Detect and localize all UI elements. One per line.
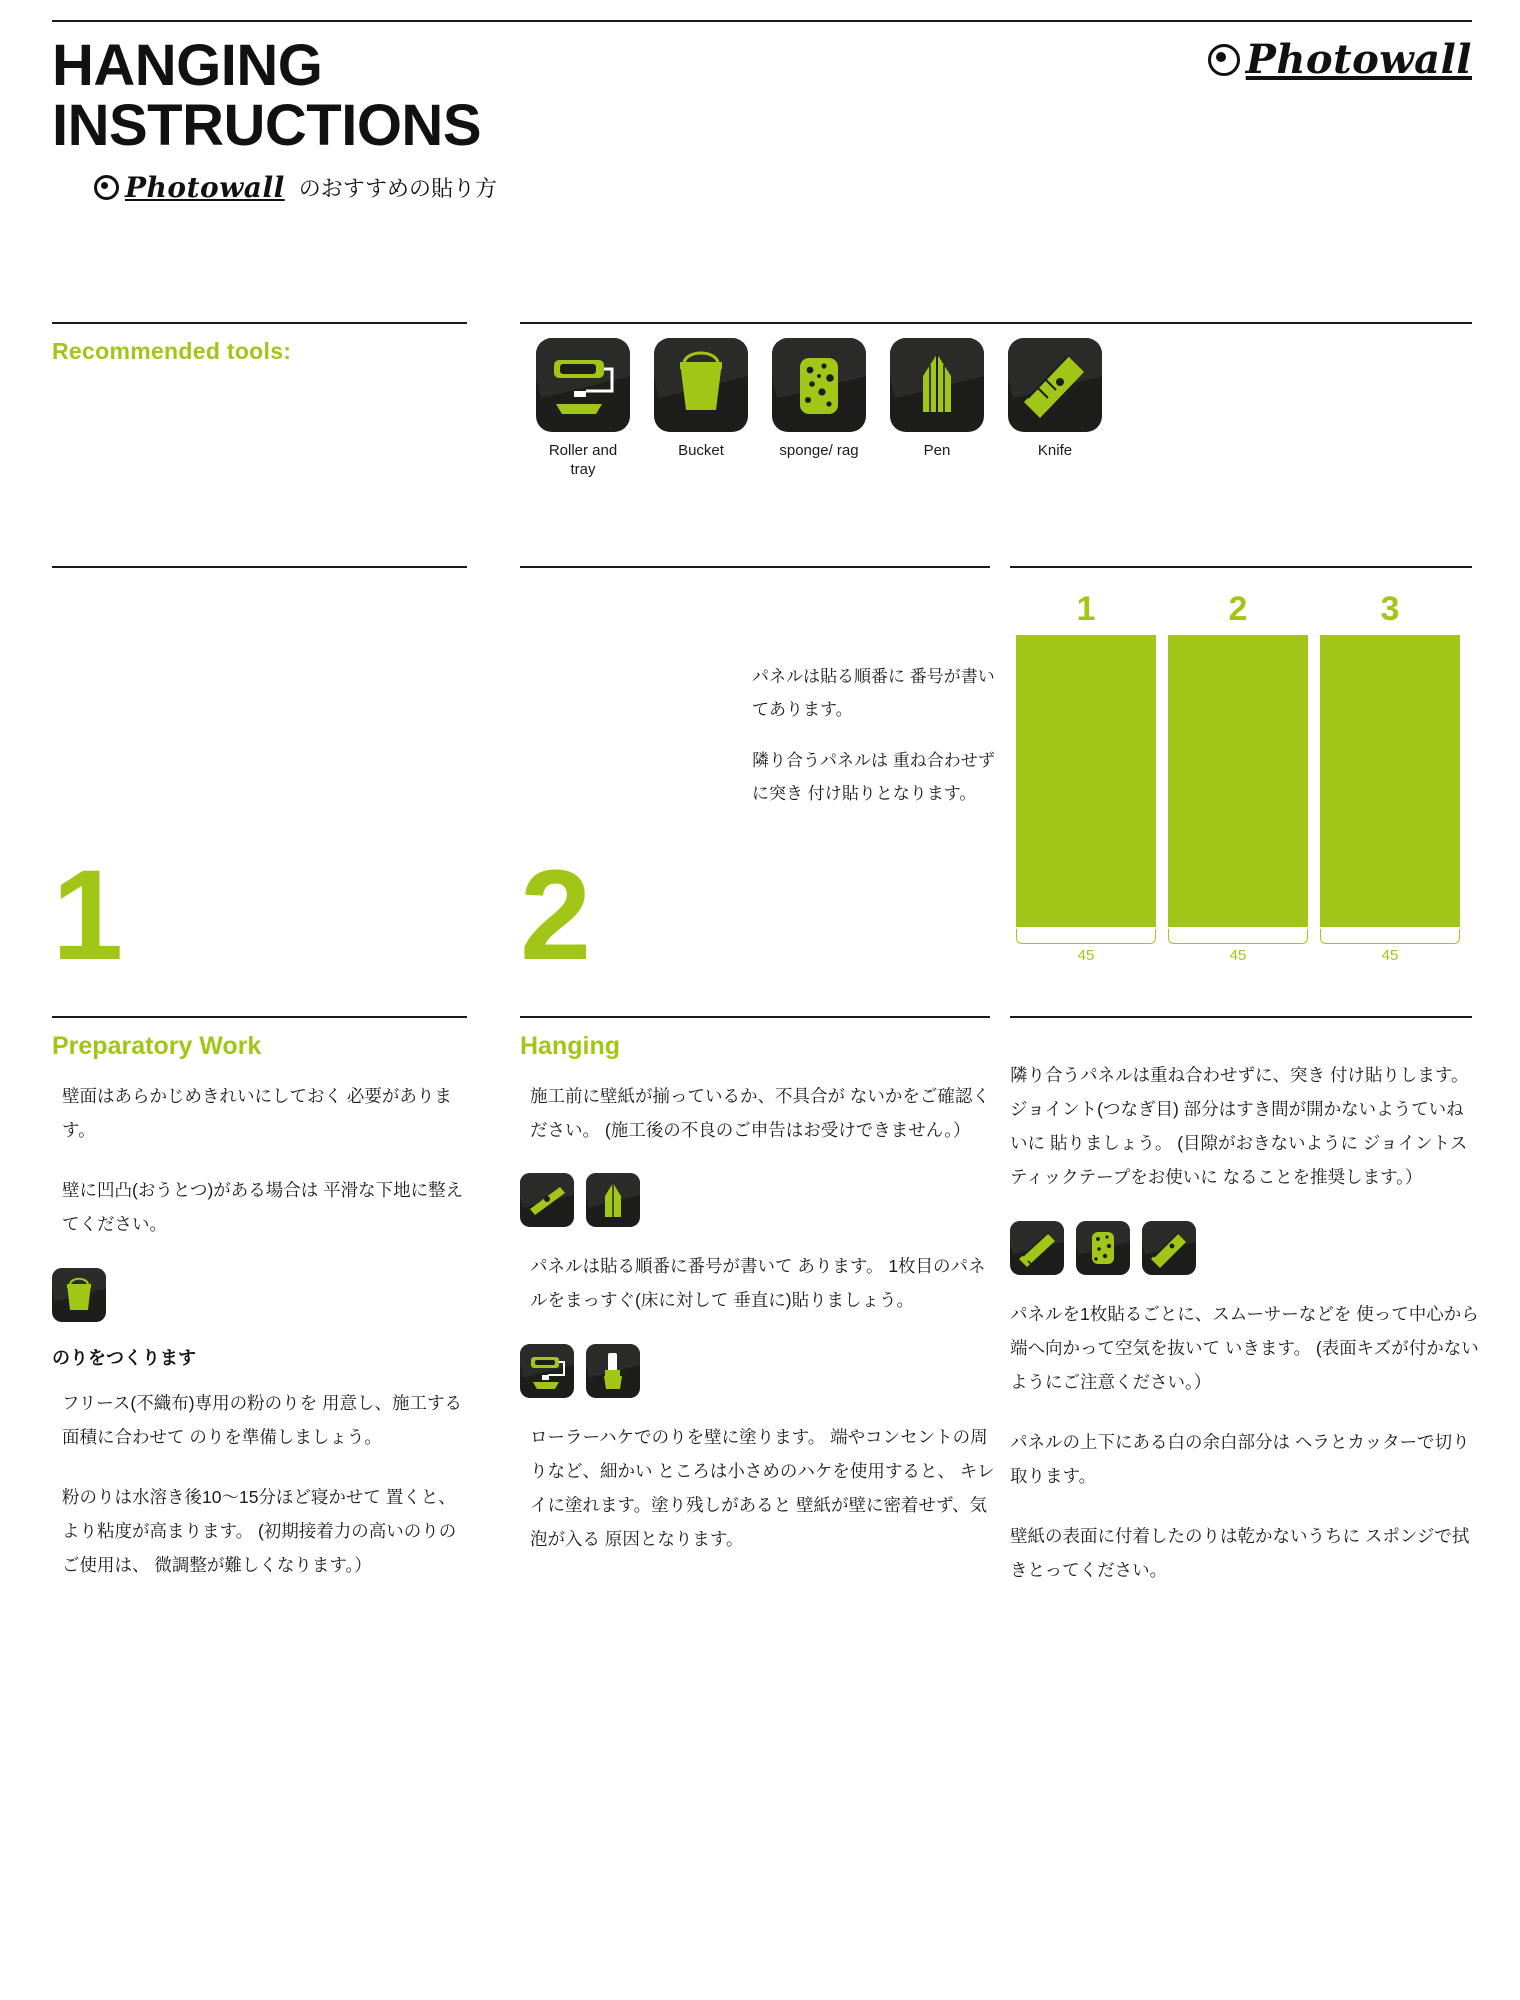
column-hanging bbox=[520, 1032, 1000, 1582]
panel-1 bbox=[1016, 635, 1156, 927]
page-title-line2: INSTRUCTIONS bbox=[52, 93, 481, 159]
panel-width-group bbox=[1168, 929, 1308, 964]
column3-icons bbox=[1010, 1221, 1480, 1275]
tools-label: Recommended tools: bbox=[52, 338, 292, 364]
pen-icon bbox=[586, 1173, 640, 1227]
column-divider-mid bbox=[520, 1016, 990, 1018]
mid-divider-mid bbox=[520, 566, 990, 568]
column-preparatory-work bbox=[52, 1032, 472, 1608]
smoother-icon bbox=[1010, 1221, 1064, 1275]
column1-bold-lead: のりをつくります bbox=[52, 1347, 196, 1368]
column-divider-left bbox=[52, 1016, 467, 1018]
tools-divider-left bbox=[52, 322, 467, 324]
brace-icon bbox=[1016, 929, 1156, 944]
column1-heading: Preparatory Work bbox=[52, 1032, 262, 1060]
column-jointing bbox=[1010, 1058, 1480, 1613]
knife-icon bbox=[1008, 338, 1102, 432]
panel-note-1: パネルは貼る順番に 番号が書いてあります。 bbox=[752, 667, 995, 720]
column2-paragraph-3: ローラーハケでのりを壁に塗ります。 端やコンセントの周りなど、細かい ところは小さめのハケを使用すると、 キレイに塗れます。塗り残しがあると 壁紙が壁に密着せず、気泡が入る 原因となります。 bbox=[530, 1426, 995, 1549]
panel-width-label: 45 bbox=[1229, 947, 1247, 964]
tool-knife bbox=[1008, 338, 1102, 480]
step-number-2: 2 bbox=[520, 844, 592, 987]
photowall-wordmark-small: Photowall bbox=[125, 170, 285, 204]
mid-divider-left bbox=[52, 566, 467, 568]
panel-note-2: 隣り合うパネルは 重ね合わせずに突き 付け貼りとなります。 bbox=[752, 751, 995, 804]
column2-paragraph-1: 施工前に壁紙が揃っているか、不具合が ないかをご確認ください。 (施工後の不良のご申告はお受けできません。） bbox=[530, 1086, 990, 1141]
paint-roller-icon bbox=[520, 1344, 574, 1398]
step-number-1: 1 bbox=[52, 844, 124, 987]
level-icon bbox=[520, 1173, 574, 1227]
column-divider-right bbox=[1010, 1016, 1472, 1018]
panel-width-braces bbox=[1016, 929, 1480, 964]
tool-pen bbox=[890, 338, 984, 480]
tool-label: sponge/ rag bbox=[779, 442, 859, 459]
panel-number-row bbox=[1016, 590, 1480, 629]
column2-icons-2 bbox=[520, 1344, 1000, 1398]
column1-paragraph-1: 壁面はあらかじめきれいにしておく 必要があります。 bbox=[62, 1086, 452, 1141]
brace-icon bbox=[1168, 929, 1308, 944]
tool-label: Bucket bbox=[678, 442, 724, 459]
column3-paragraph-4: 壁紙の表面に付着したのりは乾かないうちに スポンジで拭きとってください。 bbox=[1010, 1526, 1470, 1581]
column3-paragraph-2: パネルを1枚貼るごとに、スムーサーなどを 使って中心から端へ向かって空気を抜いて いきます。 (表面キズが付かないようにご注意ください。） bbox=[1010, 1303, 1479, 1392]
photowall-mark-icon bbox=[94, 175, 119, 200]
panel-row bbox=[1016, 635, 1480, 927]
column3-paragraph-3: パネルの上下にある白の余白部分は ヘラとカッターで切り取ります。 bbox=[1010, 1431, 1470, 1486]
panel-number: 2 bbox=[1228, 590, 1248, 628]
column1-paragraph-4: 粉のりは水溶き後10〜15分ほど寝かせて 置くと、より粘度が高まります。 (初期接着力の高いのりのご使用は、 微調整が難しくなります。） bbox=[62, 1486, 457, 1575]
bucket-icon bbox=[52, 1268, 106, 1322]
tool-bucket bbox=[654, 338, 748, 480]
tools-divider-right bbox=[520, 322, 1472, 324]
tool-label: Roller and tray bbox=[548, 442, 618, 478]
panel-number: 3 bbox=[1380, 590, 1400, 628]
panel-3 bbox=[1320, 635, 1460, 927]
header-title-block bbox=[52, 33, 952, 204]
panel-width-label: 45 bbox=[1077, 947, 1095, 964]
panel-2 bbox=[1168, 635, 1308, 927]
sponge-icon bbox=[1076, 1221, 1130, 1275]
top-divider bbox=[52, 20, 1472, 22]
panel-width-group bbox=[1320, 929, 1460, 964]
paint-roller-icon bbox=[536, 338, 630, 432]
tool-roller bbox=[536, 338, 630, 480]
tool-label: Knife bbox=[1037, 442, 1073, 459]
panel-diagram-note bbox=[752, 660, 1002, 829]
mid-divider-right bbox=[1010, 566, 1472, 568]
recommended-tools-row bbox=[536, 338, 1102, 480]
brush-icon bbox=[586, 1344, 640, 1398]
photowall-logo-small bbox=[94, 171, 285, 204]
column1-icons bbox=[52, 1268, 472, 1322]
column3-paragraph-1: 隣り合うパネルは重ね合わせずに、突き 付け貼りします。ジョイント(つなぎ目) 部分はすき間が開かないようていねいに 貼りましょう。 (目隙がおきないように ジョイントスティックテープをお使いに なることを推奨します。） bbox=[1010, 1065, 1469, 1188]
photowall-logo bbox=[1208, 36, 1472, 83]
panel-width-label: 45 bbox=[1381, 947, 1399, 964]
subtitle-row bbox=[94, 171, 952, 204]
bucket-icon bbox=[654, 338, 748, 432]
column2-heading: Hanging bbox=[520, 1032, 620, 1060]
panel-number: 1 bbox=[1076, 590, 1096, 628]
column2-icons-1 bbox=[520, 1173, 1000, 1227]
column2-paragraph-2: パネルは貼る順番に番号が書いて あります。 1枚目のパネルをまっすぐ(床に対して 垂直に)貼りましょう。 bbox=[530, 1256, 986, 1311]
tool-label: Pen bbox=[923, 442, 951, 459]
brace-icon bbox=[1320, 929, 1460, 944]
column1-paragraph-3: フリース(不織布)専用の粉のりを 用意し、施工する面積に合わせて のりを準備しましょう。 bbox=[62, 1392, 462, 1447]
sponge-icon bbox=[772, 338, 866, 432]
pen-icon bbox=[890, 338, 984, 432]
knife-icon bbox=[1142, 1221, 1196, 1275]
page-title-line1: HANGING bbox=[52, 33, 323, 98]
photowall-wordmark: Photowall bbox=[1245, 36, 1472, 83]
panel-width-group bbox=[1016, 929, 1156, 964]
column1-paragraph-2: 壁に凹凸(おうとつ)がある場合は 平滑な下地に整えてください。 bbox=[62, 1180, 464, 1235]
subtitle-japanese: のおすすめの貼り方 bbox=[298, 175, 497, 201]
photowall-mark-icon bbox=[1208, 44, 1240, 76]
panel-diagram bbox=[1010, 590, 1480, 964]
tool-sponge bbox=[772, 338, 866, 480]
